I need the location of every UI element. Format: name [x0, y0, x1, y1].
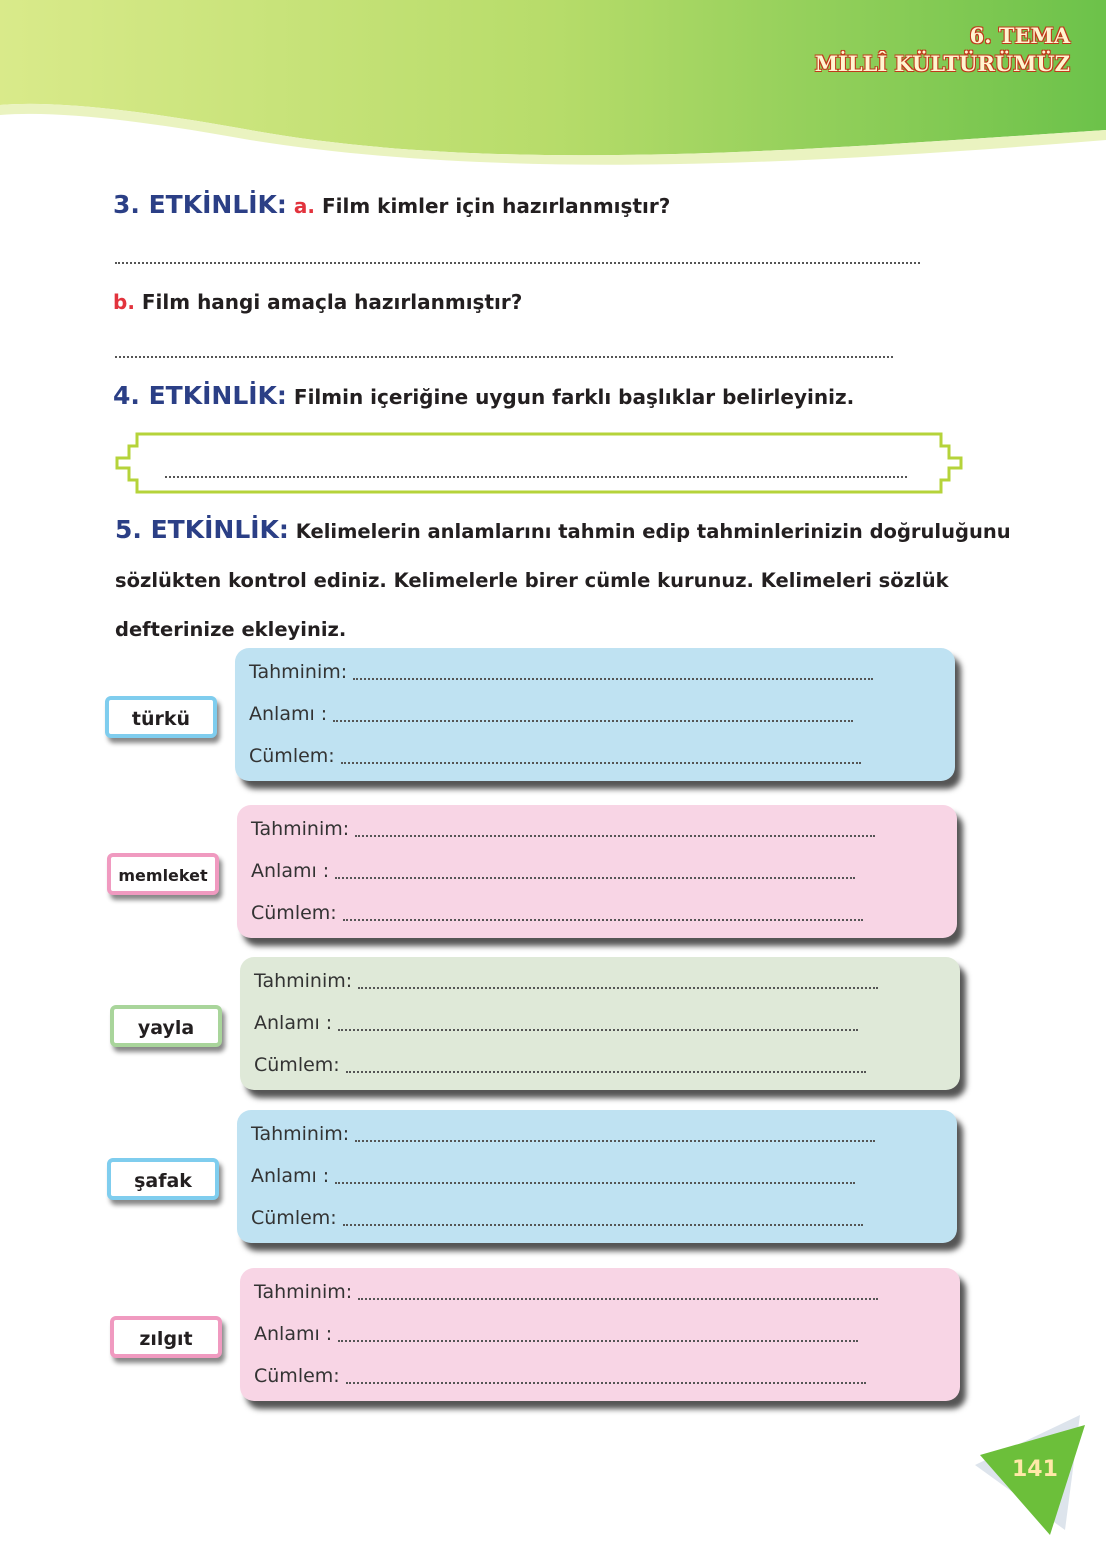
title-answer-frame: [115, 432, 963, 494]
activity3-question-b: [113, 290, 522, 314]
word-card-1: [237, 805, 957, 938]
field-meaning: [254, 1005, 960, 1047]
marker-b: b.: [113, 290, 135, 314]
activity4-instruction: Filmin içeriğine uygun farklı başlıklar belirleyiniz.: [293, 385, 855, 409]
answer-line-b[interactable]: [115, 356, 893, 358]
activity5-heading: [115, 505, 1025, 654]
answer-line[interactable]: [355, 1116, 875, 1142]
field-label: Anlamı :: [251, 860, 330, 882]
word-card-4: [240, 1268, 960, 1401]
field-label: Tahminim:: [251, 1123, 350, 1145]
answer-line[interactable]: [335, 1158, 855, 1184]
word-card-2: [240, 957, 960, 1090]
field-label: Cümlem:: [249, 745, 335, 767]
answer-line[interactable]: [343, 1200, 863, 1226]
field-guess: [254, 1274, 960, 1316]
answer-line[interactable]: [346, 1358, 866, 1384]
answer-line[interactable]: [333, 696, 853, 722]
field-label: Anlamı :: [249, 703, 328, 725]
field-label: Cümlem:: [254, 1054, 340, 1076]
word-label: şafak: [107, 1158, 219, 1200]
answer-line-a[interactable]: [115, 262, 920, 264]
theme-name: MİLLÎ KÜLTÜRÜMÜZ: [814, 51, 1070, 76]
field-guess: [251, 811, 957, 853]
field-meaning: [251, 1158, 957, 1200]
answer-line[interactable]: [343, 895, 863, 921]
activity4-label: 4. ETKİNLİK:: [113, 381, 287, 410]
header-banner: [0, 0, 1106, 170]
answer-line[interactable]: [338, 1005, 858, 1031]
word-label: memleket: [107, 853, 219, 895]
word-label: zılgıt: [110, 1316, 222, 1358]
field-sentence: [251, 895, 957, 937]
field-meaning: [251, 853, 957, 895]
answer-line[interactable]: [341, 738, 861, 764]
field-guess: [254, 963, 960, 1005]
page-number: 141: [1012, 1457, 1058, 1482]
field-label: Anlamı :: [254, 1323, 333, 1345]
marker-a: a.: [293, 194, 315, 218]
field-meaning: [249, 696, 955, 738]
answer-line[interactable]: [338, 1316, 858, 1342]
page-number-badge: [970, 1410, 1090, 1535]
field-label: Cümlem:: [251, 1207, 337, 1229]
field-guess: [251, 1116, 957, 1158]
field-label: Anlamı :: [251, 1165, 330, 1187]
field-meaning: [254, 1316, 960, 1358]
answer-line-titles[interactable]: [165, 476, 907, 478]
theme-title: [815, 22, 1070, 78]
activity5-label: 5. ETKİNLİK:: [115, 515, 289, 544]
word-card-0: [235, 648, 955, 781]
field-sentence: [249, 738, 955, 780]
field-sentence: [254, 1358, 960, 1400]
activity3-question-a: [113, 190, 670, 219]
answer-line[interactable]: [335, 853, 855, 879]
answer-line[interactable]: [346, 1047, 866, 1073]
ornament-frame: [115, 432, 963, 494]
field-label: Cümlem:: [254, 1365, 340, 1387]
field-label: Tahminim:: [251, 818, 350, 840]
answer-line[interactable]: [355, 811, 875, 837]
activity3-label: 3. ETKİNLİK:: [113, 190, 287, 219]
word-card-3: [237, 1110, 957, 1243]
field-label: Cümlem:: [251, 902, 337, 924]
field-guess: [249, 654, 955, 696]
word-label: türkü: [105, 696, 217, 738]
field-label: Tahminim:: [254, 1281, 353, 1303]
field-label: Anlamı :: [254, 1012, 333, 1034]
question-b: Film hangi amaçla hazırlanmıştır?: [141, 290, 523, 314]
activity5-instruction: Kelimelerin anlamlarını tahmin edip tahminlerinizin doğruluğunu sözlükten kontrol ediniz. Kelimelerle birer cümle kurunuz. Kelimeleri sözlük defterinize ekleyiniz.: [115, 520, 1011, 641]
word-label: yayla: [110, 1005, 222, 1047]
activity4-heading: [113, 381, 854, 410]
answer-line[interactable]: [358, 1274, 878, 1300]
field-label: Tahminim:: [254, 970, 353, 992]
question-a: Film kimler için hazırlanmıştır?: [321, 194, 671, 218]
field-sentence: [254, 1047, 960, 1089]
field-sentence: [251, 1200, 957, 1242]
theme-number: 6. TEMA: [969, 23, 1070, 48]
answer-line[interactable]: [358, 963, 878, 989]
answer-line[interactable]: [353, 654, 873, 680]
field-label: Tahminim:: [249, 661, 348, 683]
